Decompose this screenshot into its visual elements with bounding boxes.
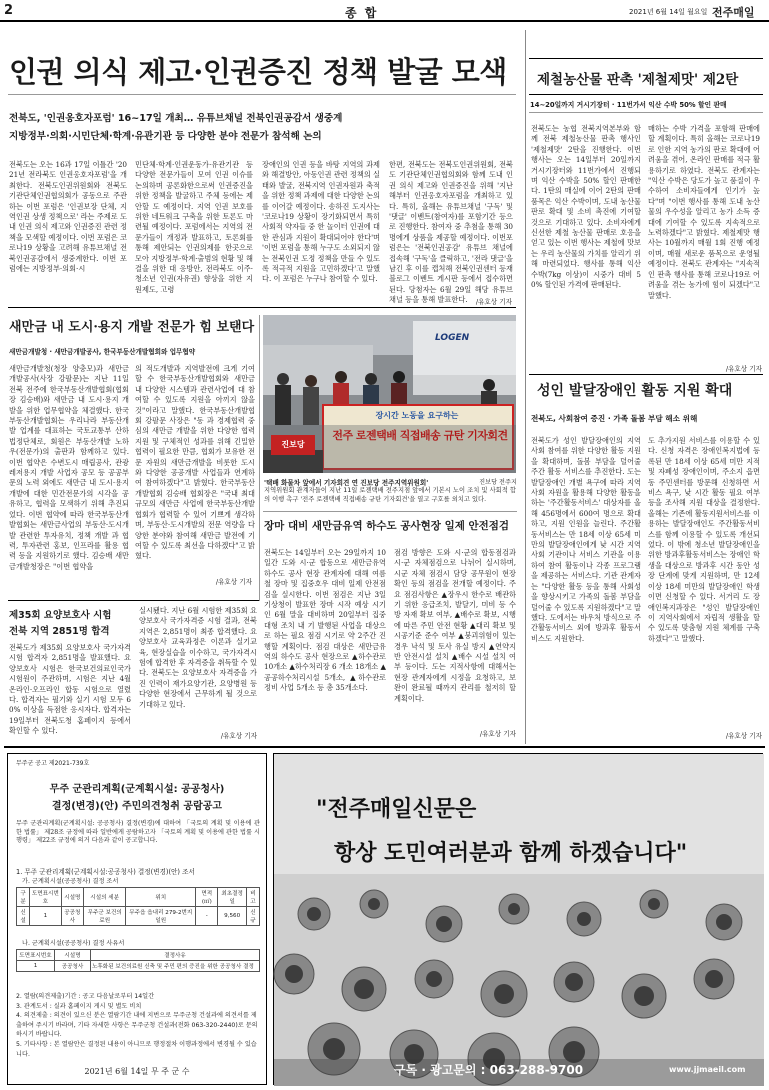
table-header: 시설의 세분 — [83, 888, 125, 907]
table-row — [17, 961, 260, 972]
notice-item: 2. 열람(의견제출)기간 : 공고 다음날로부터 14일간 — [16, 993, 155, 1000]
notice-item-1: 1. 무주 군관리계획(군계획시설:공공청사) 결정(변경)(안) 조서 — [16, 868, 195, 876]
page-number: 2 — [4, 3, 14, 18]
ad-url: www.jjmaeil.com — [669, 1065, 746, 1074]
ad-slogan-line-2: 항상 도민여러분과 함께 하겠습니다" — [334, 840, 688, 866]
subheadline: 14~20일까지 거시기장터 · 11번가서 익산 수박 50% 할인 판매 — [530, 101, 727, 109]
table-header: 시설명 — [61, 888, 83, 907]
protest-placard: 전주 로젠택배 직접배송 규탄 기자회견 — [332, 429, 508, 442]
notice-footer: 2021년 6월 14일 무 주 군 수 — [84, 1067, 190, 1076]
table-header: 도면표시번호 — [30, 888, 62, 907]
byline: /유호상 기자 — [475, 298, 512, 306]
masthead: 전주매일 — [712, 6, 755, 19]
article-body-col: 전북도가 성인 발달장애인의 지역사회 참여를 위한 다양한 활동 지원을 확대하며, 돌봄 부담을 덜어줄 주간 활동 서비스를 추진한다. 도는 발달장애인 개별 욕구에 따라 지역사회 자원을 활용해 다양한 활동을 하는 '주간활동서비스' 대상자를 올해 456명에서 600여 명으로 확대하고, 지원 인원을 늘린다. 주간활동서비스는 만 18세 이상 65세 미만의 발달장애인에게 낮 시간 지역사회 기관이나 서비스 기관을 이용하여 참여 활동이나 각종 프로그램을 제공하는 서비스다. 기관 관계자는 "다양한 활동 등을 통해 사회성을 향상시키고 가족의 돌봄 부담을 덜어줄 수 있도록 지원하겠다"고 말했다. 도에서는 바우처 방식으로 주간활동서비스 외에 방과후 활동서비스도 지원한다. — [531, 436, 641, 643]
byline: /유호상 기자 — [725, 365, 762, 373]
notice-title-1: 무주 군관리계획(군계획시설: 공공청사) — [49, 784, 225, 795]
house-advertisement — [273, 753, 763, 1085]
byline: /유호상 기자 — [479, 730, 516, 738]
subheadline: 전북도, 사회참여 증진 · 가족 돌봄 부담 해소 위해 — [531, 414, 698, 423]
notice-items — [16, 992, 260, 1059]
table-header: 시설명 — [55, 950, 91, 961]
table-header: 구분 — [17, 888, 30, 907]
article-body-col: 새만금개발청(청장 양충모)과 새만금개발공사(사장 강팔문)는 지난 11일 전북 전주에 한국부동산개발협회(협회장 김승배)와 새만금 내 도시·용지 개발을 위한 업무협약을 체결했다. 한국부동산개발협회는 우리나라 부동산개발 업계를 대표하는 국토교통부 산하 법정단체로, 회원은 부동산개발 노하우(전문가)의 출판과 함께하고 있다. 이번 협약은 수변도시 매립공사, 관광레저용지 개발 사업자 공모 등 공공부문의 노력 외에도 새만금 내 도시·용지개발에 대한 민간전문가의 시각을 공유하고, 협력을 모색하기 위해 추진되었다. 이번 협약에 따라 한국부동산개발협회는 새만금사업의 부동산·도시개발 관련한 투자유치, 정책 개발 과 협력, 투자관련 홍보, 인프라를 활용 협력 등을 지원하기로 했다. 김승배 새만금개발청장은 "이번 협약을 — [9, 364, 129, 571]
table-cell: 9,560 — [218, 907, 246, 926]
notice-item-1a: 가. 군계획시설(공공청사) 결정 조서 — [22, 878, 119, 885]
notice-number: 무주군 공고 제2021-739호 — [16, 760, 90, 767]
table-header: 도면표시번호 — [17, 950, 55, 961]
ad-slogan-line-1: "전주매일신문은 — [316, 796, 477, 822]
table-cell: 신설 — [17, 907, 30, 926]
notice-table-2 — [16, 949, 260, 972]
notice-item: 3. 관계도서 : 실과 홈페이지 게시 및 별도 비치 — [16, 1002, 142, 1010]
table-cell: 1 — [30, 907, 62, 926]
logen-logo: LOGEN — [435, 333, 470, 343]
table-cell: 공공청사 — [61, 907, 83, 926]
notice-item: 5. 기타사항 : 본 열람안은 결정된 내용이 아니므로 행정절차 이행과정에서 변경될 수 있습니다. — [16, 1040, 257, 1058]
section-name: 종 합 — [345, 6, 379, 20]
subheadline: 새만금개발청 · 새만금개발공사, 한국부동산개발협회와 업무협약 — [9, 348, 196, 356]
table-row — [17, 907, 260, 926]
table-header: 위치 — [126, 888, 196, 907]
headline-caregiver-2: 전북 지역 2851명 합격 — [9, 626, 110, 637]
byline: /유호상 기자 — [215, 578, 252, 586]
headline-seasonal-produce: 제철농산물 판촉 '제철제맛' 제2탄 — [537, 72, 739, 88]
article-body-col: 의 적도개발과 지역발전에 크게 기여할 수 한국부동산개발협회와 새만금 내 다양한 시스템과 관련사업에 대 참여할 수 있도록 지원을 아끼지 않을 것"이라고 말했다. 한국부동산개발협회 강팔문 사장은 "동 과 경제협력 중심의 새만금 개발을 위한 다양한 협력 지원 및 구체적인 성과를 위해 긴밀한 협력이 필요한 만큼, 협회가 보유한 전문 자원의 새만금개발을 비롯한 도시와 다양한 공공개발 사업들과 연계하여 참여하겠다"고 밝혔다. 한국부동산개발협회 김승배 협회장은 "국내 최대 규모의 새만금 사업에 한국부동산개발협회가 협력할 수 있어 기쁘게 생각하며, 부동산·도시개발의 전문 역량을 다양한 분야와 참여해 새만금 발전에 기여할 수 있도록 최선을 다하겠다"고 밝혔다. — [135, 364, 255, 561]
party-sign: 진보당 — [271, 435, 315, 455]
table-header: 비고 — [246, 888, 259, 907]
photo-credit: 진보당 전주지 — [479, 479, 517, 486]
notice-table — [16, 887, 260, 926]
table-cell: 1 — [17, 961, 55, 972]
subheadline-2: 지방정부·의회·시민단체·학계·유관기관 등 다양한 분야 전문가 참석해 논의 — [9, 131, 322, 142]
headline-saemangeum: 새만금 내 도시·용지 개발 전문가 힘 보탠다 — [9, 320, 255, 335]
table-cell: 무주군 보건의료원 — [83, 907, 125, 926]
article-body-col: 매하는 수박 가격을 포함해 판매에 할 계획이다. 특히 올해는 코로나19로 인한 지역 농가의 판로 확대에 어려움을 겪어, 온라인 판매를 적극 활용하기로 하였다. 전북도 관계자는 "익산 수박은 당도가 높고 품질이 우수하여 소비자들에게 인기가 높다"며 "이번 행사를 통해 도내 농산물의 우수성을 알리고 농가 소득 증대에 기여할 수 있도록 지속적으로 노력하겠다"고 밝혔다. 제철제맛 행사는 10월까지 매월 1회 진행 예정이며, 매월 새로운 품목으로 운영될 예정이다. 전북도 관계자는 "지속적인 판촉 행사를 통해 코로나19로 어려움을 겪는 농가에 힘이 되겠다"고 말했다. — [648, 124, 760, 300]
article-body-col: 전북도는 농협 전북지역본부와 함께 전북 제철농산물 판촉 행사인 '제철제맛' 2탄을 진행한다. 이번 행사는 오는 14일부터 20일까지 거시기장터와 11번가에서 진행되며 익산 수박을 50% 할인 판매한다. 1탄의 매실에 이어 2탄의 판매 품목은 익산 수박이며, 도내 농산물 판로 확대 및 소비 촉진에 기여할 것으로 기대하고 있다. 소비자에게 신선한 제철 농산물 판매로 호응을 얻고 있는 이번 행사는 제철에 맛보는 우리 농산물의 가치를 알리기 위해 마련되었다. 행사를 통해 익산 수박(7kg 이상)이 시중가 대비 50% 할인된 가격에 판매된다. — [531, 124, 641, 290]
article-body-col: 전북도는 14일부터 오는 29일까지 10일간 도와 시·군 합동으로 새만금유역 하수도 공사 현장 관계자에 대해 여름철 장마 및 집중호우 대비 일제 안전점검을 실시한다. 이번 점검은 지난 3일 기상청이 발표한 장마 시작 예상 시기인 6월 말을 대비하며 20일부터 집중 대형 조치 내 기 발행된 사업을 대상으로 하는 필요 점검 시기로 약 2주간 진행할 계획이다. 점검 대상은 새만금유역의 하수도 공사 현장으로 ▲하수관로 10개소 ▲하수처리장 6 개소 18개소 ▲공공하수처리시설 5개소, ▲하수관로 정비 사업 5개소 등 총 35개소다. — [264, 548, 386, 693]
article-body-col: 실시됐다. 지난 6월 시험한 제35회 요양보호사 국가자격증 시험 결과, 전북 지역은 2,851명이 최종 합격했다. 요양보호사 교육과정은 이론과 실기교육, 현장실습을 이수하고, 국가자격시험에 합격한 후 자격증을 취득할 수 있다. 전북도는 요양보호사 자격증을 가진 인력이 재가요양기관, 요양병원 등 다양한 현장에서 근무하게 될 것으로 기대하고 있다. — [139, 606, 257, 709]
notice-item-1b: 나. 군계획시설(공공청사) 결정 사유서 — [22, 940, 125, 947]
table-header: 면적(㎡) — [196, 888, 218, 907]
table-header-row — [17, 950, 260, 961]
notice-intro: 무주 군관리계획(군계획시설: 공공청사) 결정(변경)에 대하여 「국토의 계획 및 이용에 관한 법률」 제28조 규정에 따라 일반에게 공람하고자 「국토의 계획 및 이용에 관한 법률 시행령」 제22조 규정에 의거 다음과 같이 공고합니다. — [16, 820, 260, 845]
photo-caption: 지역위원회 관계자들이 지난 11일 로젠택배 전주지점 앞에서 기본시 노이 조치 및 사회적 합의 이행 촉구 '전주 로젠택배 직접배송 규탄 기자회견'을 열고 구호를 외치고 있다. — [264, 487, 516, 503]
ad-contact: 구독 · 광고문의 : 063-288-9700 — [394, 1063, 584, 1077]
table-cell: 노후화된 보건의료원 신축 및 주민 편의 증진을 위한 공공청사 결정 — [91, 961, 260, 972]
byline: /유호상 기자 — [725, 732, 762, 740]
notice-item: 4. 의견제출 : 의견이 있으신 분은 열람기간 내에 지번으로 무주군청 건설과에 의견서를 제출하여 주시기 바라며, 기타 자세한 사항은 무주군청 건설과(전화 063-320-2440)로 문의하시기 바랍니다. — [16, 1012, 258, 1039]
article-body-col: 점검 방향은 도와 시·군의 합동점검과 시·군 자체점검으로 나뉘어 실시하며, 시군 자체 점검시 담당 공무원이 현장 확인 등의 점검을 전개할 예정이다. 주요 점검사항은 ▲장우시 한수로 배관하기 위한 응급조치, 발달기, 미비 등 수방 자재 확보 여부, ▲배수로 확보, 시행에 따른 주민 안전 현황 ▲대리 확보 및 시공기준 준수 여부 ▲붕괴위험이 있는 경우 낙석 및 토사 유실 방지 ▲연약지반 안전시설 설치 ▲배수 시설 설치 여부 등이다. 도는 지적사항에 대해서는 현장 관계자에게 시정을 요청하고, 보완이 완료될 때까지 관리를 철저히 할 계획이다. — [394, 548, 516, 703]
article-body-col: 전북도가 제35회 요양보호사 국가자격시험 합격자 2,851명을 발표했다. 요양보호사 시험은 한국보건의료인국가시험원이 주관하며, 시험은 지난 4월 온라인·오프라인 합동 시험으로 열렸다. 합격자는 필기와 실기 시험 모두 60% 이상을 득점한 응시자다. 합격자는 19일부터 전북도청 홈페이지 등에서 확인할 수 있다. — [9, 643, 131, 736]
table-cell: 신규 — [246, 907, 259, 926]
headline-human-rights: 인권 의식 제고·인권증진 정책 발굴 모색 — [9, 55, 507, 89]
protest-sign: 장시간 노동을 요구하는 — [375, 411, 459, 420]
table-header: 최초결정일 — [218, 888, 246, 907]
page-header — [0, 0, 769, 22]
issue-date: 2021년 6월 14일 월요일 — [629, 8, 708, 16]
headline-developmental-disability: 성인 발달장애인 활동 지원 확대 — [537, 383, 733, 399]
public-notice — [7, 753, 267, 1085]
headline-sewer-safety: 장마 대비 새만금유역 하수도 공사현장 일제 안전점검 — [264, 520, 510, 532]
article-body-col: 한편, 전북도는 전북도인권위원회, 전북도 기관단체인권협의회와 함께 도내 인권 의식 제고와 인권증진을 위해 '지난해부터 인권옹호자포럼을 개최하고 있다. 특히, 올해는 유튜브채널 '구독' 및 '댓글' 이벤트(참여자)를 포함기간 등으로 진행한다. 참여자 중 추첨을 통해 30명에게 상품을 제공할 예정이다. 이번포럼은는 '전북인권공감' 유튜브 채널에 접속해 '구독'을 클릭하고, '전라 댓글'을 남긴 후 이를 캡처해 전북인권센터 등재 블로그 이벤트 게시판 등에서 접수하면 된다. 당첨자는 6월 29일 해당 유튜브채널 등을 통해 발표한다. — [389, 160, 513, 305]
article-body-col: 장애인의 인권 등을 바탕 지역의 과제와 해결방안, 아동인권 관련 정책의 실태와 발굴, 전북지역 인권자원과 축적을 위한 정책 과제에 대한 다양한 논의를 이어갈 예정이다. 송하진 도지사는 '코로나19 상황이 장기화되면서 특히 사회적 약자들 중 한 놀이터 인권에 대한 관심과 지원이 확대되어야 한다'며 '이번 포럼을 통해 누구도 소외되지 않는 전북인권 도정 정책을 만들 수 있도록 적극적 지원을 고민하겠다'고 말했다. 이 포럼은 누구나 참여할 수 있다. — [262, 160, 380, 284]
table-cell: 공공청사 — [55, 961, 91, 972]
article-body-col: 도 추가지원 서비스를 이용할 수 있다. 신청 자격은 장애인복지법에 등록된 만 18세 이상 65세 미만 지적 및 자폐성 장애인이며, 주소지 읍면동 주민센터를 방문해 신청하면 서비스 욕구, 낮 시간 활동 필요 여부 등을 조사해 지원 대상을 결정한다. 올해는 기존에 활동지원서비스를 이용하는 발달장애인도 주간활동서비스를 함께 이용할 수 있도록 개선되었다. 이 밖에 청소년 발달장애인을 위한 방과후활동서비스는 장애인 학생을 대상으로 방과후 시간 동안 성장 단계에 맞게 지원하며, 만 12세 이상 18세 미만의 발달장애인 학생이면 신청할 수 있다. 서거리 도 장애인복지과장은 "성인 발달장애인이 지역사회에서 자립적 생활을 할 수 있도록 맞춤형 지원 체계를 구축하겠다"고 말했다. — [648, 436, 760, 643]
article-body-col: 민단체·학계·인권운동가·유관기관 등 다양한 전문가들이 모여 인권 이슈를 논의하며 공론화한으로써 인권증진을 위한 정책을 발굴하고 주체 등에는 제안할 도 예정이다. 지역 인권 보호를 위한 네트워크 구축을 위한 토론도 마련될 예정이다. 포럼에서는 지역의 전문가들이 개정과 발표하고, 토론회를 통해 제안되는 인권의제를 한곳으로 모아 지방정부·학계·출범의 현황 및 해결을 위한 대 응방안, 전라북도 이주·청소년 인권(자유권) 향상을 위한 지원제도, 고령 — [135, 160, 253, 294]
byline: /유호상 기자 — [220, 732, 257, 740]
press-photo — [263, 315, 516, 473]
article-body-col: 전북도는 오는 16과 17일 이틀간 '2021년 전라북도 인권옹호자포럼'을 개최한다. 전북도인권위원회와 전북도 기관단체인권협의회가 공동으로 주관하는 이번 포럼은 '인권보장 단체, 지역인권 상생 정책으로' 라는 주제로 도내 인권 의식 제고와 인권증진 관련 정책을 모색할 예정이다. 이번 포럼은 코로나19 상황을 고려해 유튜브채널 전북인권공감에서 생중계한다. 이번 포럼에는 지방정부·의회·시 — [9, 160, 127, 274]
photo-caption-title: '택배 화물차 앞에서 기자회견 연 진보당 전주지역위원회' — [264, 479, 429, 487]
table-cell: 무주읍 읍내리 279-2번지 일원 — [126, 907, 196, 926]
notice-title-2: 결정(변경)(안) 주민의견청취 공람공고 — [51, 801, 223, 812]
table-header-row — [17, 888, 260, 907]
headline-caregiver-1: 제35회 요양보호사 시험 — [9, 610, 112, 621]
subheadline-1: 전북도, '인권옹호자포럼' 16~17일 개최… 유튜브채널 전북인권공감서 생중계 — [9, 113, 343, 124]
table-cell: - — [196, 907, 218, 926]
table-header: 결정사유 — [91, 950, 260, 961]
